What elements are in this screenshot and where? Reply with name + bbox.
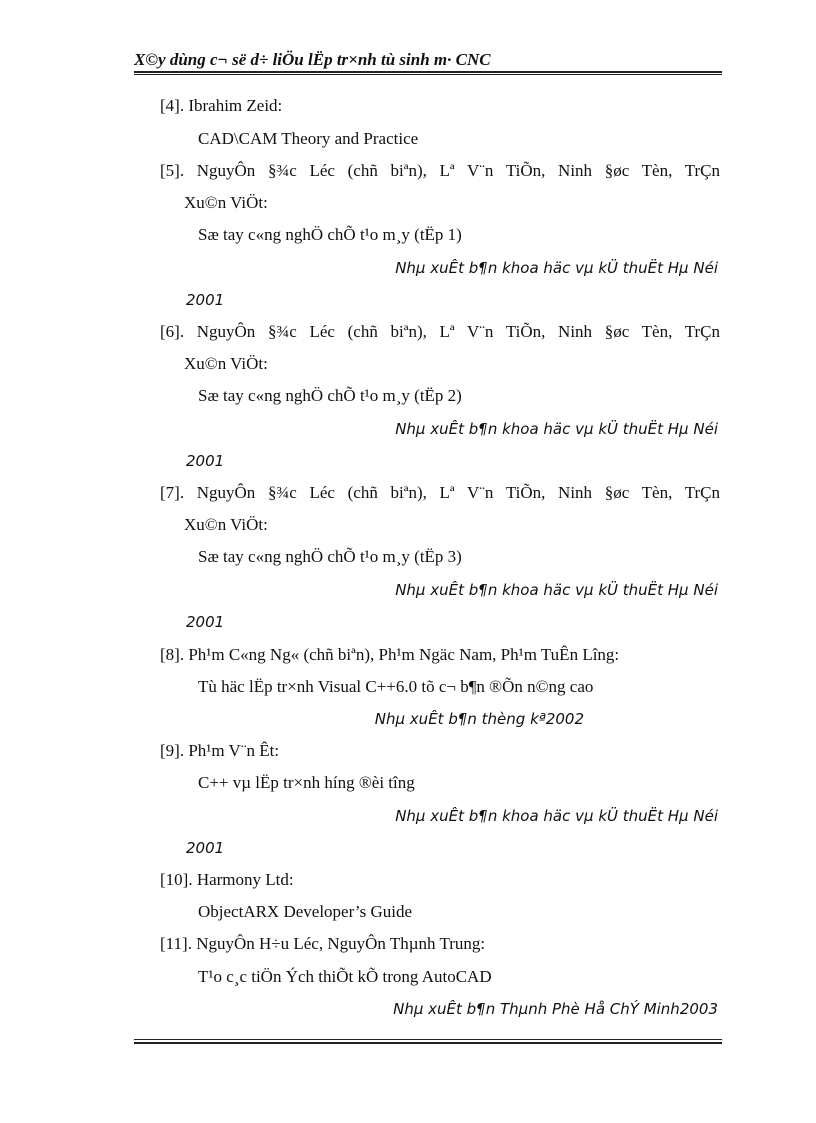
reference-7-publisher: Nhµ xuÊt b¶n khoa häc vµ kÜ thuËt Hµ Néi [395,581,718,599]
reference-4-author: [4]. Ibrahim Zeid: [160,96,283,115]
footer-rule-thin [134,1039,722,1040]
reference-7-title: Sæ tay c«ng nghÖ chÕ t¹o m¸y (tËp 3) [198,547,462,566]
reference-7-year: 2001 [186,613,225,631]
reference-5-authors-cont: Xu©n ViÖt: [184,193,268,212]
reference-10-title: ObjectARX Developer’s Guide [198,902,413,921]
page-header-title: X©y dùng c¬ së d÷ liÖu lËp tr×nh tù sinh m· CNC [134,50,491,69]
reference-5-authors: [5]. NguyÔn §¾c Léc (chñ biªn), Lª V¨n TiÕn, Ninh §øc Tèn, TrÇn [160,161,720,180]
reference-6-authors-cont: Xu©n ViÖt: [184,354,268,373]
reference-8-authors: [8]. Ph¹m C«ng Ng« (chñ biªn), Ph¹m Ngäc Nam, Ph¹m TuÊn Lîng: [160,645,620,664]
reference-5-year: 2001 [186,291,225,309]
reference-9-publisher: Nhµ xuÊt b¶n khoa häc vµ kÜ thuËt Hµ Néi [395,807,718,825]
reference-8-title: Tù häc lËp tr×nh Visual C++6.0 tõ c¬ b¶n ®Õn n©ng cao [198,677,594,696]
reference-11-authors: [11]. NguyÔn H÷u Léc, NguyÔn Thµnh Trung: [160,934,486,953]
reference-11-title: T¹o c¸c tiÖn Ých thiÕt kÕ trong AutoCAD [198,967,492,986]
reference-6-authors: [6]. NguyÔn §¾c Léc (chñ biªn), Lª V¨n TiÕn, Ninh §øc Tèn, TrÇn [160,322,720,341]
reference-6-title: Sæ tay c«ng nghÖ chÕ t¹o m¸y (tËp 2) [198,386,462,405]
footer-rule [134,1042,722,1044]
reference-11-publisher: Nhµ xuÊt b¶n Thµnh Phè Hå ChÝ Minh2003 [393,1000,718,1018]
reference-7-authors-cont: Xu©n ViÖt: [184,515,268,534]
reference-9-year: 2001 [186,839,225,857]
reference-10-author: [10]. Harmony Ltd: [160,870,294,889]
reference-9-title: C++ vµ lËp tr×nh híng ®èi tîng [198,773,415,792]
reference-6-year: 2001 [186,452,225,470]
reference-4-title: CAD\CAM Theory and Practice [198,129,419,148]
header-rule-thin [134,74,722,75]
reference-9-author: [9]. Ph¹m V¨n Êt: [160,741,280,760]
header-rule [134,71,722,73]
reference-5-title: Sæ tay c«ng nghÖ chÕ t¹o m¸y (tËp 1) [198,225,462,244]
reference-5-publisher: Nhµ xuÊt b¶n khoa häc vµ kÜ thuËt Hµ Néi [395,259,718,277]
reference-8-publisher: Nhµ xuÊt b¶n thèng kª2002 [374,710,584,728]
reference-7-authors: [7]. NguyÔn §¾c Léc (chñ biªn), Lª V¨n TiÕn, Ninh §øc Tèn, TrÇn [160,483,720,502]
reference-6-publisher: Nhµ xuÊt b¶n khoa häc vµ kÜ thuËt Hµ Néi [395,420,718,438]
